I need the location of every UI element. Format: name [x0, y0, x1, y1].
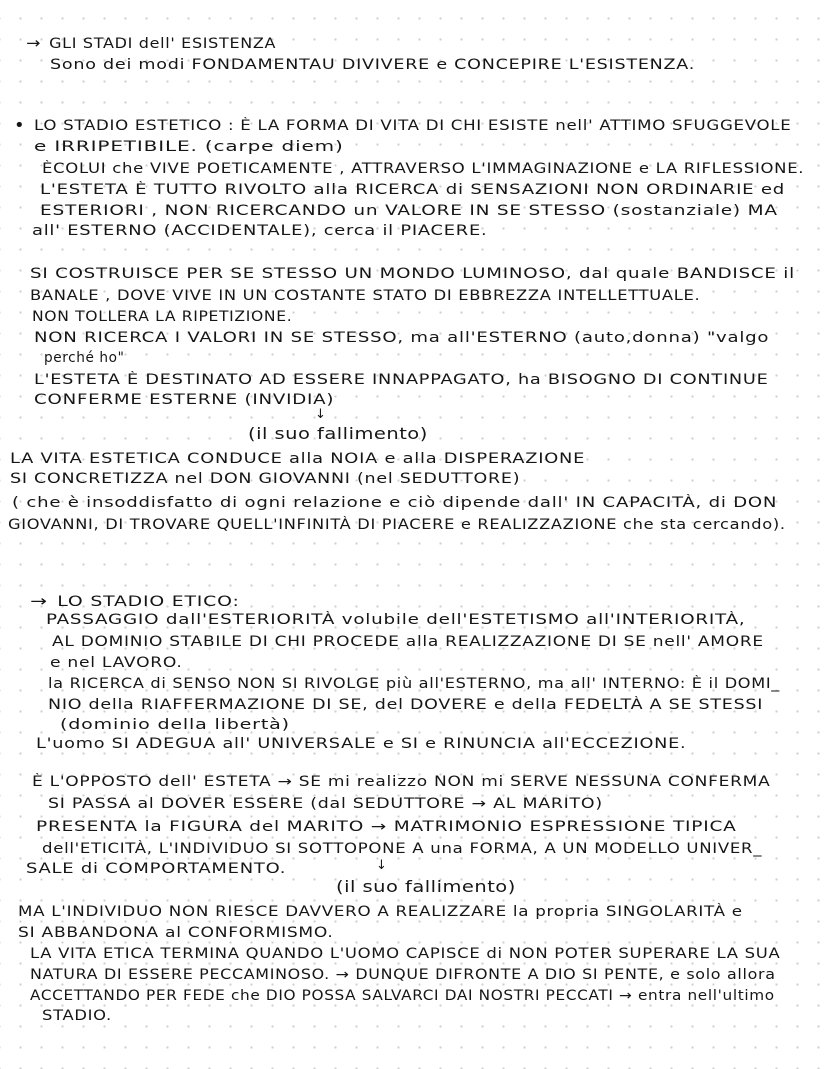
estetico-line: NON RICERCA I VALORI IN SE STESSO, ma all'ESTERNO (auto,donna) "valgo — [34, 330, 770, 346]
intro-title-line — [26, 34, 276, 53]
etico-after-line: MA L'INDIVIDUO NON RIESCE DAVVERO A REALIZZARE la propria SINGOLARITÀ e — [18, 904, 743, 920]
arrow-right-icon: → — [30, 592, 48, 610]
estetico-after-line: ( che è insoddisfatto di ogni relazione e ciò dipende dall' IN CAPACITÀ, di DON — [12, 495, 778, 511]
estetico-line: ÈCOLUI che VIVE POETICAMENTE , ATTRAVERSO L'IMMAGINAZIONE e LA RIFLESSIONE. — [42, 161, 805, 177]
etico-line: SALE di COMPORTAMENTO. — [26, 861, 287, 877]
etico-title-line — [30, 592, 240, 611]
etico-line: SI PASSA al DOVER ESSERE (dal SEDUTTORE → AL MARITO) — [48, 796, 603, 812]
estetico-line: all' ESTERNO (ACCIDENTALE), cerca il PIACERE. — [32, 223, 488, 239]
estetico-line: e IRRIPETIBILE. (carpe diem) — [34, 139, 344, 155]
etico-after-line: SI ABBANDONA al CONFORMISMO. — [18, 925, 334, 941]
estetico-after-line: SI CONCRETIZZA nel DON GIOVANNI (nel SEDUTTORE) — [10, 471, 521, 487]
etico-line: È L'OPPOSTO dell' ESTETA → SE mi realizzo NON mi SERVE NESSUNA CONFERMA — [32, 774, 771, 790]
estetico-failure: (il suo fallimento) — [248, 424, 428, 443]
arrow-right-icon: → — [26, 34, 42, 52]
etico-line: (dominio della libertà) — [60, 717, 290, 733]
estetico-line: NON TOLLERA LA RIPETIZIONE. — [32, 309, 293, 325]
arrow-down-icon: ↓ — [315, 407, 326, 422]
etico-line: L'uomo SI ADEGUA all' UNIVERSALE e SI e RINUNCIA all'ECCEZIONE. — [36, 736, 687, 752]
etico-line: PASSAGGIO dall'ESTERIORITÀ volubile dell'ESTETISMO all'INTERIORITÀ, — [46, 612, 746, 628]
etico-line: e nel LAVORO. — [50, 655, 183, 671]
estetico-line: perché ho" — [44, 350, 125, 366]
etico-after-line: LA VITA ETICA TERMINA QUANDO L'UOMO CAPISCE di NON POTER SUPERARE LA SUA — [30, 946, 781, 962]
estetico-line: ESTERIORI , NON RICERCANDO un VALORE IN SE STESSO (sostanziale) MA — [40, 203, 778, 219]
bullet-icon: • — [14, 115, 25, 136]
estetico-line: CONFERME ESTERNE (INVIDIA) — [34, 392, 335, 408]
estetico-after-line: LA VITA ESTETICA CONDUCE alla NOIA e alla DISPERAZIONE — [10, 451, 586, 467]
etico-after-line: ACCETTANDO PER FEDE che DIO POSSA SALVARCI DAI NOSTRI PECCATI → entra nell'ultimo — [30, 988, 775, 1004]
etico-line: NIO della RIAFFERMAZIONE DI SE, del DOVERE e della FEDELTÀ A SE STESSI — [48, 697, 764, 713]
etico-failure: (il suo fallimento) — [336, 877, 516, 896]
estetico-line: BANALE , DOVE VIVE IN UN COSTANTE STATO DI EBBREZZA INTELLETTUALE. — [30, 288, 701, 304]
intro-title: GLI STADI dell' ESISTENZA — [49, 36, 277, 52]
etico-after-line: STADIO. — [42, 1008, 112, 1024]
intro-text: Sono dei modi FONDAMENTAU DIVIVERE e CONCEPIRE L'ESISTENZA. — [50, 57, 696, 73]
estetico-line: L'ESTETA È DESTINATO AD ESSERE INNAPPAGATO, ha BISOGNO DI CONTINUE — [34, 372, 769, 388]
estetico-line: LO STADIO ESTETICO : È LA FORMA DI VITA DI CHI ESISTE nell' ATTIMO SFUGGEVOLE — [34, 118, 792, 134]
etico-line: AL DOMINIO STABILE DI CHI PROCEDE alla REALIZZAZIONE DI SE nell' AMORE — [52, 634, 764, 650]
estetico-line: SI COSTRUISCE PER SE STESSO UN MONDO LUMINOSO, dal quale BANDISCE il — [30, 266, 795, 282]
etico-line: la RICERCA di SENSO NON SI RIVOLGE più all'ESTERNO, ma all' INTERNO: È il DOMI_ — [48, 676, 781, 692]
etico-line: PRESENTA la FIGURA del MARITO → MATRIMONIO ESPRESSIONE TIPICA — [36, 819, 737, 835]
etico-line: dell'ETICITÀ, L'INDIVIDUO SI SOTTOPONE A una FORMA, A UN MODELLO UNIVER_ — [42, 841, 763, 857]
etico-title: LO STADIO ETICO: — [57, 594, 240, 610]
etico-after-line: NATURA DI ESSERE PECCAMINOSO. → DUNQUE DIFRONTE A DIO SI PENTE, e solo allora — [30, 967, 776, 983]
estetico-line: L'ESTETA È TUTTO RIVOLTO alla RICERCA di SENSAZIONI NON ORDINARIE ed — [40, 182, 786, 198]
arrow-down-icon: ↓ — [376, 858, 387, 873]
estetico-after-line: GIOVANNI, DI TROVARE QUELL'INFINITÀ DI PIACERE e REALIZZAZIONE che sta cercando). — [8, 517, 786, 533]
